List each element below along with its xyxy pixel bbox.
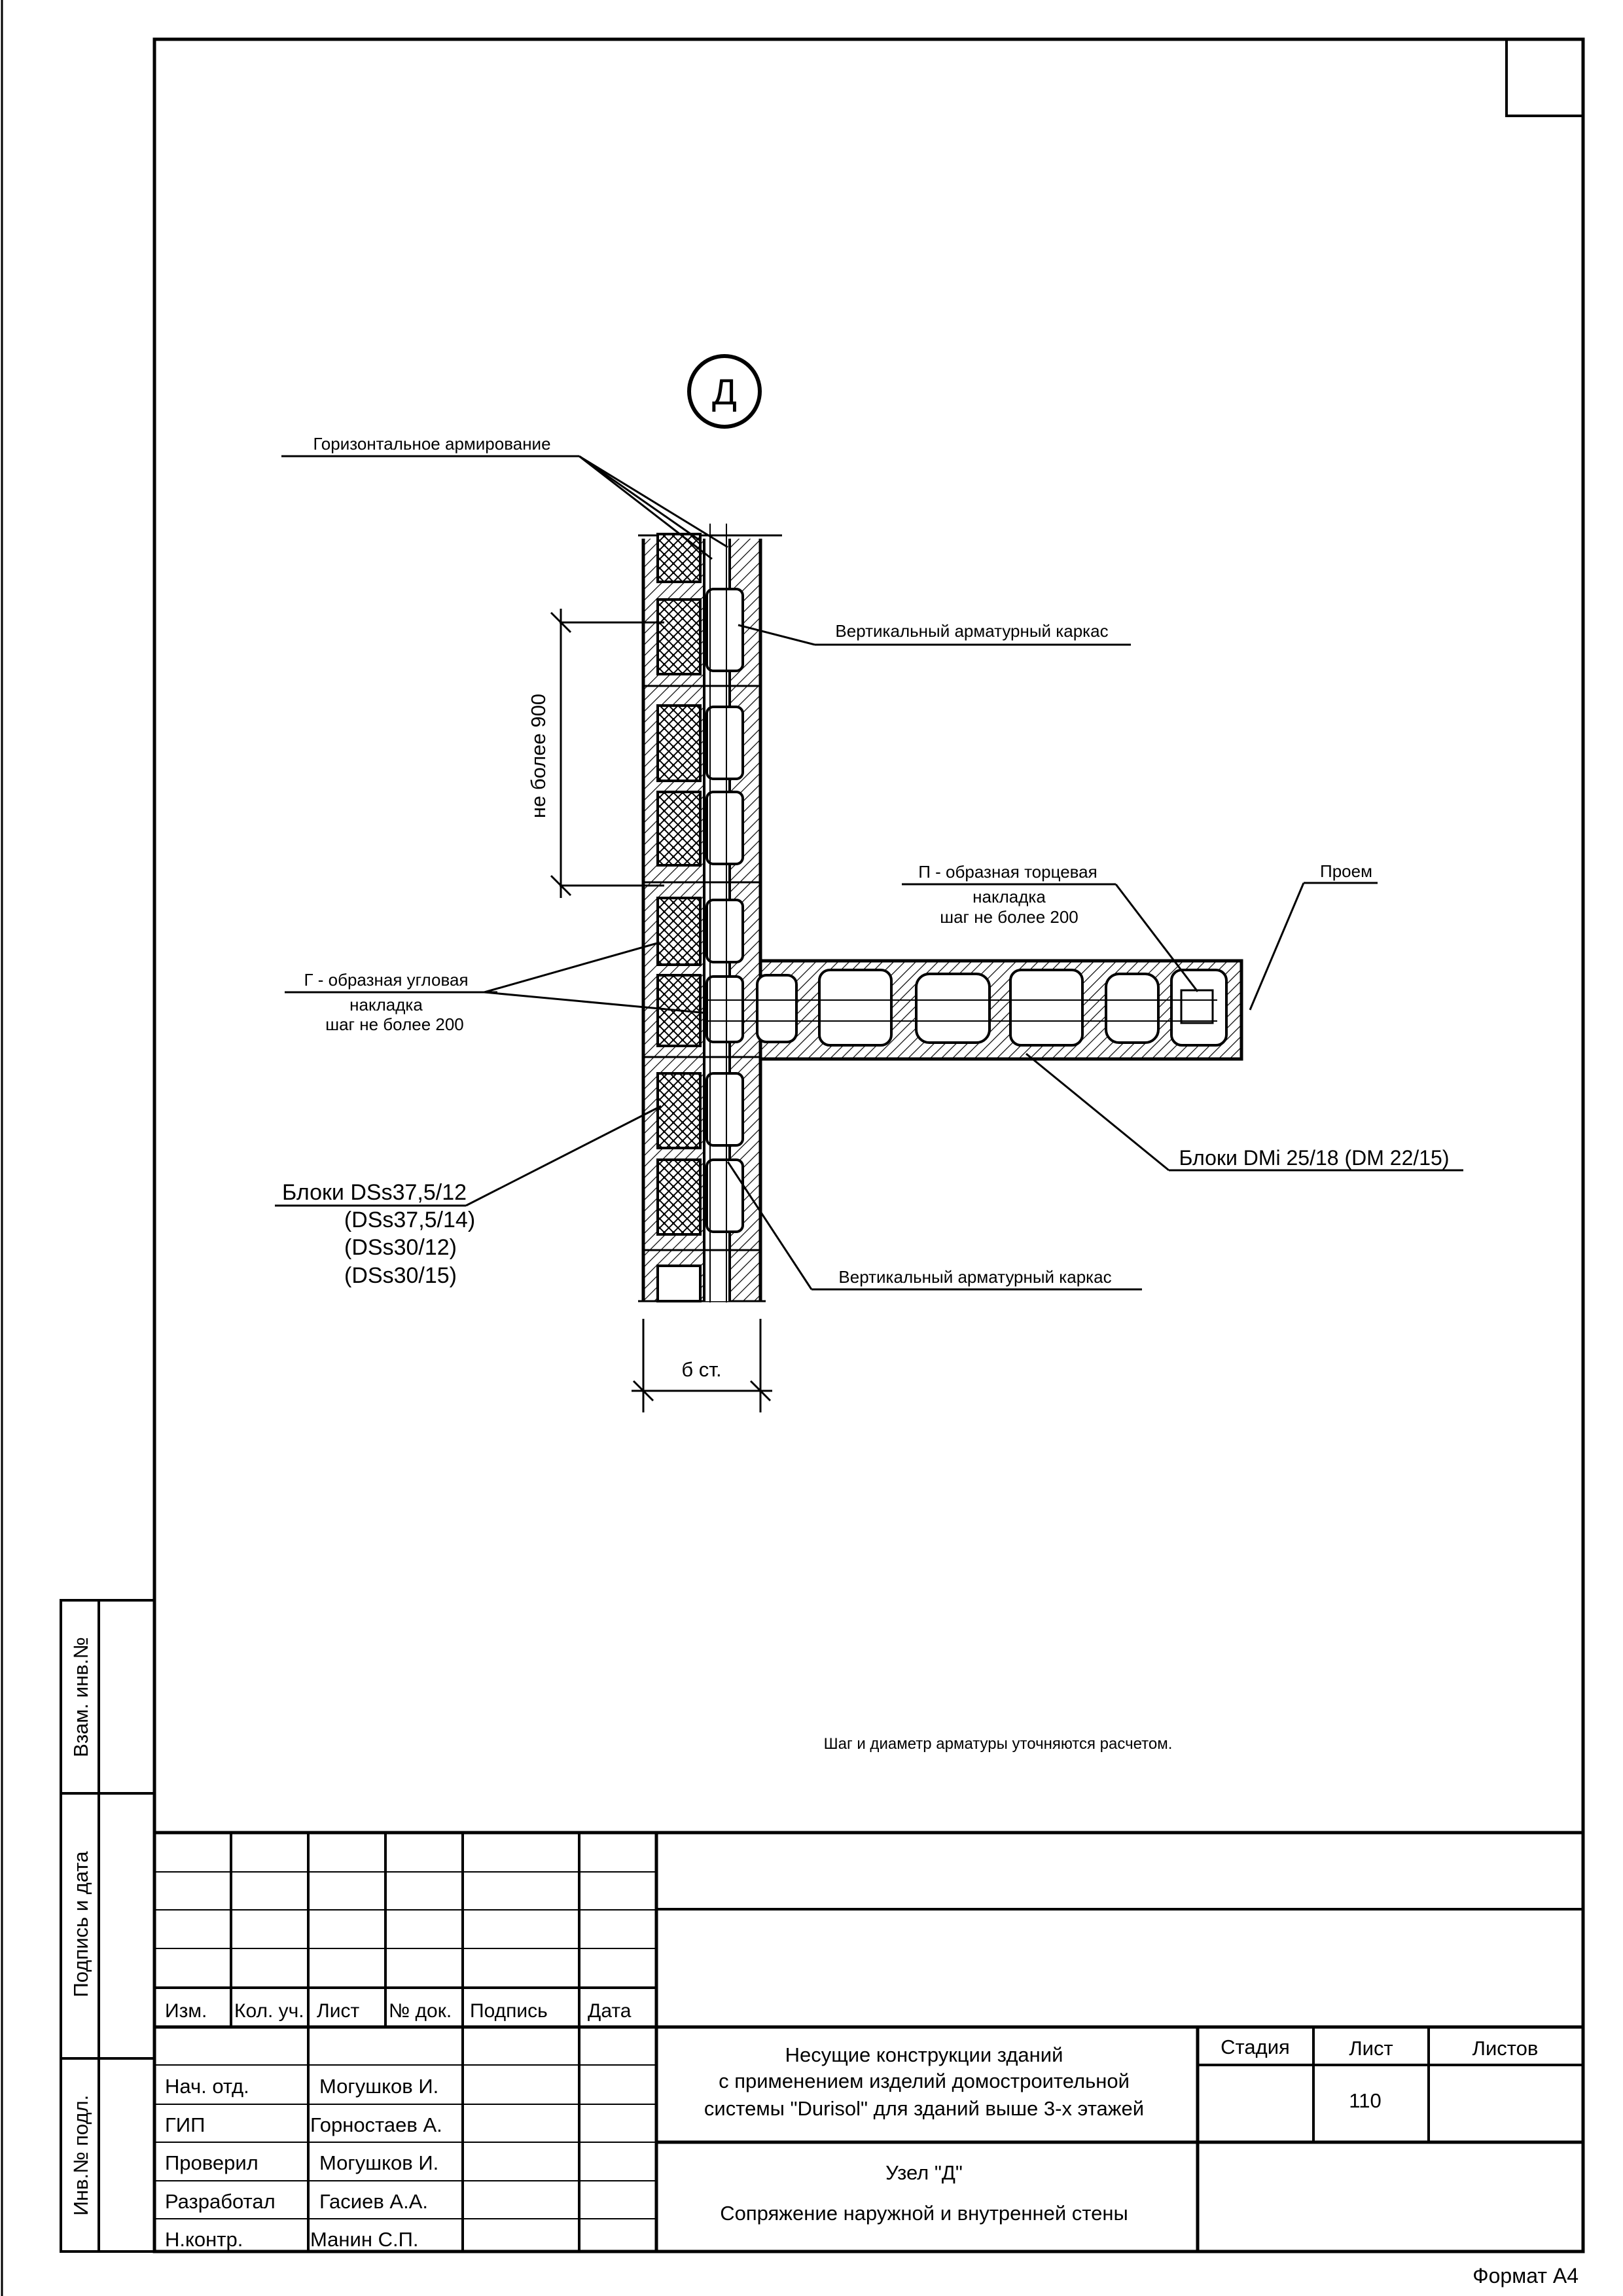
tb-project-line1: Несущие конструкции зданий (785, 2043, 1063, 2066)
tb-sign-role-1: ГИП (165, 2113, 205, 2136)
callout-vertical-cage-bottom: Вертикальный арматурный каркас (838, 1267, 1112, 1287)
tb-header-list: Лист (317, 2000, 360, 2022)
tb-sign-name-0: Могушков И. (319, 2075, 439, 2098)
tb-stage-label: Стадия (1221, 2036, 1290, 2058)
node-marker-letter: Д (712, 371, 737, 412)
tb-sheet-label: Лист (1349, 2037, 1393, 2060)
callout-horizontal-reinforcement: Горизонтальное армирование (313, 434, 551, 454)
callouts (275, 434, 1463, 1289)
dim-vertical-spacing: не более 900 (527, 693, 550, 819)
tb-sheet-title-line1: Узел "Д" (885, 2161, 963, 2184)
tb-sign-name-2: Могушков И. (319, 2151, 439, 2174)
callout-blocks-dmi: Блоки DMi 25/18 (DM 22/15) (1179, 1146, 1450, 1170)
tb-header-kol-uch: Кол. уч. (234, 2000, 304, 2022)
tb-sign-name-3: Гасиев А.А. (319, 2190, 429, 2213)
tb-sheet-value: 110 (1349, 2089, 1382, 2112)
side-podpis-data: Подпись и дата (69, 1851, 92, 1998)
tb-sign-role-0: Нач. отд. (165, 2075, 249, 2098)
dim-wall-thickness: б ст. (681, 1358, 722, 1381)
tb-sign-role-2: Проверил (165, 2151, 259, 2174)
callout-l-overlay-1: Г - образная угловая (304, 970, 469, 990)
callout-u-overlay-3: шаг не более 200 (940, 907, 1079, 927)
tb-header-izm: Изм. (165, 2000, 207, 2022)
callout-l-overlay-2: накладка (349, 995, 423, 1014)
callout-blocks-dss-4: (DSs30/15) (344, 1263, 457, 1288)
tb-sign-role-3: Разработал (165, 2190, 276, 2213)
tb-project-line3: системы "Durisol" для зданий выше 3-х этажей (704, 2097, 1145, 2120)
callout-blocks-dss-2: (DSs37,5/14) (344, 1208, 476, 1232)
format-label: Формат А4 (1472, 2264, 1578, 2287)
callout-vertical-cage-top: Вертикальный арматурный каркас (835, 621, 1109, 641)
tb-header-podpis: Подпись (470, 2000, 548, 2022)
tb-sheet-title-line2: Сопряжение наружной и внутренней стены (720, 2202, 1128, 2225)
tb-header-n-dok: № док. (389, 2000, 452, 2022)
tb-project-line2: с применением изделий домостроительной (719, 2070, 1130, 2092)
callout-u-overlay-1: П - образная торцевая (918, 862, 1097, 882)
tb-header-data: Дата (588, 2000, 632, 2022)
tb-sheets-label: Листов (1472, 2037, 1539, 2060)
drawing-note: Шаг и диаметр арматуры уточняются расчетом. (823, 1735, 1173, 1753)
callout-opening: Проем (1320, 861, 1372, 881)
title-block (154, 1833, 1583, 2251)
corner-stamp-box (1507, 39, 1583, 116)
node-marker (689, 356, 760, 427)
callout-l-overlay-3: шаг не более 200 (325, 1014, 464, 1034)
tb-sign-name-1: Горностаев А. (310, 2113, 442, 2136)
callout-blocks-dss-3: (DSs30/12) (344, 1235, 457, 1260)
side-vzam-inv: Взам. инв.№ (69, 1637, 92, 1757)
tb-sign-name-4: Манин С.П. (310, 2228, 419, 2251)
callout-blocks-dss-1: Блоки DSs37,5/12 (281, 1180, 467, 1205)
side-stamp (61, 1600, 154, 2251)
tb-sign-role-4: Н.контр. (165, 2228, 243, 2251)
callout-u-overlay-2: накладка (972, 887, 1046, 906)
side-inv-podl: Инв.№ подл. (69, 2094, 92, 2216)
